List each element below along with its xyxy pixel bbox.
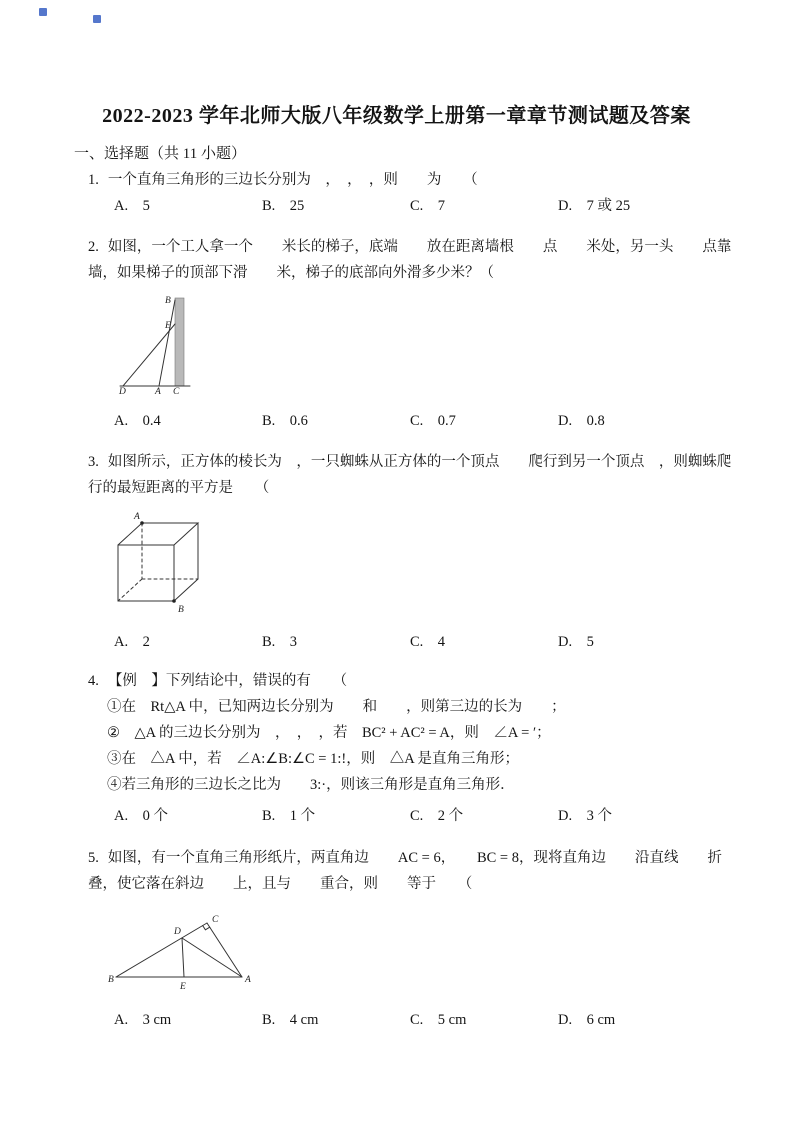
question-1-line <box>88 167 733 193</box>
option-a: A. 0.4 <box>114 412 161 429</box>
section-heading: 一、选择题（共 11 小题） <box>74 145 246 162</box>
question-2-line-1 <box>88 234 733 260</box>
option-c: C. 7 <box>410 197 446 214</box>
question-1-options <box>114 193 733 219</box>
cube-hidden-edge-diagonal <box>118 579 142 601</box>
option-b: B. 1 个 <box>262 807 316 824</box>
folded-triangle-svg <box>108 911 253 991</box>
segment-DA <box>182 938 242 977</box>
option-b: B. 0.6 <box>262 412 308 429</box>
folded-triangle-figure <box>108 911 733 991</box>
wall-shape <box>175 298 184 386</box>
page-title: 2022-2023 学年北师大版八年级数学上册第一章章节测试题及答案 <box>102 105 691 128</box>
question-4-text: 【例 】下列结论中，错误的有 （ <box>107 672 348 689</box>
question-3-line-2: 行的最短距离的平方是 （ <box>88 479 270 496</box>
label-C: C <box>212 914 219 925</box>
question-2-text: 如图，一个工人拿一个 米长的梯子，底端 放在距离墙根 点 米处，另一头 点靠 <box>107 238 732 255</box>
label-A: A <box>134 511 140 522</box>
question-3-line-1 <box>88 449 733 475</box>
question-2-line-2: 墙，如果梯子的顶部下滑 米，梯子的底部向外滑多少米？（ <box>88 264 494 281</box>
option-c: C. 0.7 <box>410 412 456 429</box>
question-1 <box>88 167 733 219</box>
cube-figure-svg <box>106 505 208 625</box>
question-4-line-1 <box>88 668 733 694</box>
question-4-item-3: ③在 △A 中，若 ∠A:∠B:∠C = 1:!，则 △A 是直角三角形； <box>107 750 519 767</box>
ladder-figure <box>118 294 733 394</box>
question-4 <box>88 668 733 829</box>
option-c: C. 5 cm <box>410 1011 467 1028</box>
question-2-options <box>114 408 733 434</box>
label-B: B <box>108 974 114 985</box>
option-d: D. 0.8 <box>558 412 605 429</box>
option-c: C. 2 个 <box>410 807 464 824</box>
option-d: D. 3 个 <box>558 807 612 824</box>
option-d: D. 5 <box>558 633 594 650</box>
question-4-item-2: ② △A 的三边长分别为 ， ， ，若 BC² + AC² = A，则 ∠A = ′； <box>107 724 551 741</box>
question-3-options <box>114 629 733 655</box>
label-A: A <box>155 386 161 394</box>
question-5-line-1 <box>88 845 733 871</box>
question-5 <box>88 845 733 1033</box>
side-CA <box>207 923 242 977</box>
label-B: B <box>165 295 171 306</box>
option-d: D. 6 cm <box>558 1011 616 1028</box>
label-D: D <box>119 386 126 394</box>
cube-right-face <box>174 523 198 601</box>
option-b: B. 4 cm <box>262 1011 319 1028</box>
question-5-text: 如图，有一个直角三角形纸片，两直角边 AC = 6， BC = 8，现将直角边 沿直线 折 <box>107 849 722 866</box>
ladder-original-line <box>159 300 175 386</box>
option-a: A. 5 <box>114 197 150 214</box>
vertex-B-dot <box>172 599 176 603</box>
question-3-text: 如图所示，正方体的棱长为 ，一只蜘蛛从正方体的一个顶点 爬行到另一个顶点 ，则蜘蛛爬 <box>107 453 732 470</box>
option-c: C. 4 <box>410 633 446 650</box>
fold-segment-DE <box>182 938 184 977</box>
ladder-slipped-line <box>123 324 175 386</box>
question-1-text: 一个直角三角形的三边长分别为 ， ， ，则 为 （ <box>107 171 478 188</box>
label-A: A <box>245 974 251 985</box>
label-E: E <box>165 320 171 331</box>
option-d: D. 7 或 25 <box>558 197 631 214</box>
question-5-options <box>114 1007 733 1033</box>
ladder-figure-svg <box>118 294 196 394</box>
cube-figure <box>106 505 733 625</box>
question-5-number: 5. <box>88 849 99 866</box>
question-3-number: 3. <box>88 453 99 470</box>
question-4-number: 4. <box>88 672 99 689</box>
vertex-A-dot <box>140 521 144 525</box>
cube-top-face <box>118 523 198 545</box>
option-b: B. 3 <box>262 633 298 650</box>
question-2 <box>88 234 733 434</box>
label-E: E <box>180 981 186 991</box>
label-C: C <box>173 386 180 394</box>
question-5-line-2: 叠，使它落在斜边 上，且与 重合，则 等于 （ <box>88 875 473 892</box>
option-a: A. 3 cm <box>114 1011 172 1028</box>
question-3 <box>88 449 733 655</box>
question-4-options <box>114 803 733 829</box>
question-2-number: 2. <box>88 238 99 255</box>
question-4-item-1: ①在 Rt△A 中，已知两边长分别为 和 ，则第三边的长为 ； <box>107 698 566 715</box>
scan-artifact-icon <box>39 8 47 16</box>
label-B: B <box>178 604 184 615</box>
option-a: A. 2 <box>114 633 150 650</box>
label-D: D <box>174 926 181 937</box>
cube-front-face <box>118 545 174 601</box>
question-1-number: 1. <box>88 171 99 188</box>
option-b: B. 25 <box>262 197 305 214</box>
side-BC <box>116 923 207 977</box>
option-a: A. 0 个 <box>114 807 168 824</box>
question-4-item-4: ④若三角形的三边长之比为 3:·，则该三角形是直角三角形． <box>107 776 515 793</box>
scan-artifact-icon <box>93 15 101 23</box>
